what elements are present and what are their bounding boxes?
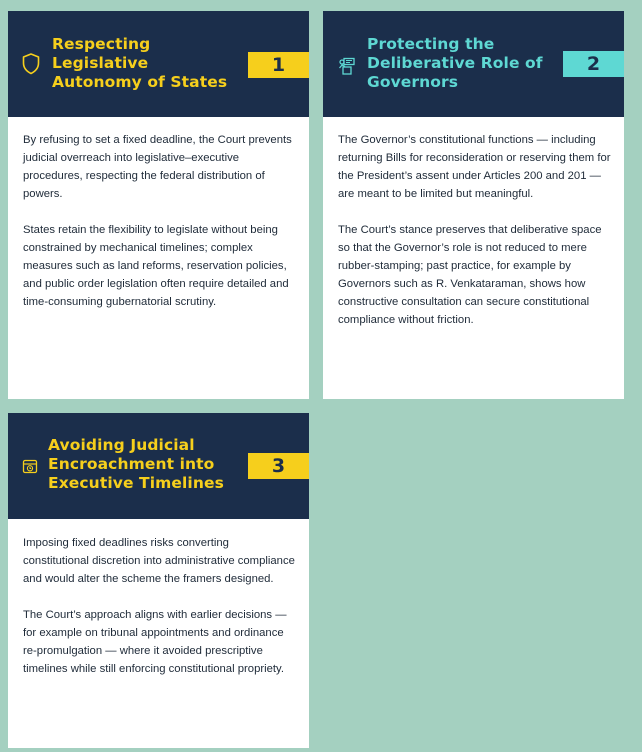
card-header xyxy=(323,11,624,117)
card-paragraph: The Court’s approach aligns with earlier decisions — for example on tribunal appointments and ordinance re-promulgation — where it avoided prescriptive timelines while still enforcing constitutional propriety. xyxy=(23,609,287,675)
card-body xyxy=(23,131,297,329)
card-body xyxy=(338,131,612,347)
podium-speaker-icon xyxy=(338,57,356,75)
card-paragraph: The Governor’s constitutional functions — including returning Bills for reconsideration or reserving them for the President’s assent under Articles 200 and 201 — are meant to be limited but meaningful. xyxy=(338,134,611,200)
card-paragraph: The Court’s stance preserves that deliberative space so that the Governor’s role is not reduced to mere rubber-stamping; past practice, for example by Governors such as R. Venkataraman, shows how constructive consultation can secure constitutional compliance without friction. xyxy=(338,224,602,326)
calendar-clock-icon xyxy=(22,458,38,474)
card-body xyxy=(23,534,297,696)
card-number-badge: 3 xyxy=(248,453,309,479)
card-deliberative-role xyxy=(323,11,624,399)
shield-icon xyxy=(22,53,40,75)
card-number-badge: 1 xyxy=(248,52,309,78)
card-header xyxy=(8,413,309,519)
card-header xyxy=(8,11,309,117)
card-paragraph: Imposing fixed deadlines risks converting constitutional discretion into administrative compliance and would alter the scheme the framers designed. xyxy=(23,537,295,585)
card-paragraph: By refusing to set a fixed deadline, the Court prevents judicial overreach into legislative–executive procedures, respecting the federal distribution of powers. xyxy=(23,134,292,200)
card-judicial-encroachment xyxy=(8,413,309,748)
card-title: Protecting the Deliberative Role of Governors xyxy=(367,35,543,91)
card-title: Avoiding Judicial Encroachment into Executive Timelines xyxy=(48,436,224,492)
card-title: Respecting Legislative Autonomy of States xyxy=(52,35,228,91)
card-number-badge: 2 xyxy=(563,51,624,77)
card-legislative-autonomy xyxy=(8,11,309,399)
card-paragraph: States retain the flexibility to legislate without being constrained by mechanical timelines; complex measures such as land reforms, reservation policies, and public order legislation often require detailed and time-consuming gubernatorial scrutiny. xyxy=(23,224,289,308)
